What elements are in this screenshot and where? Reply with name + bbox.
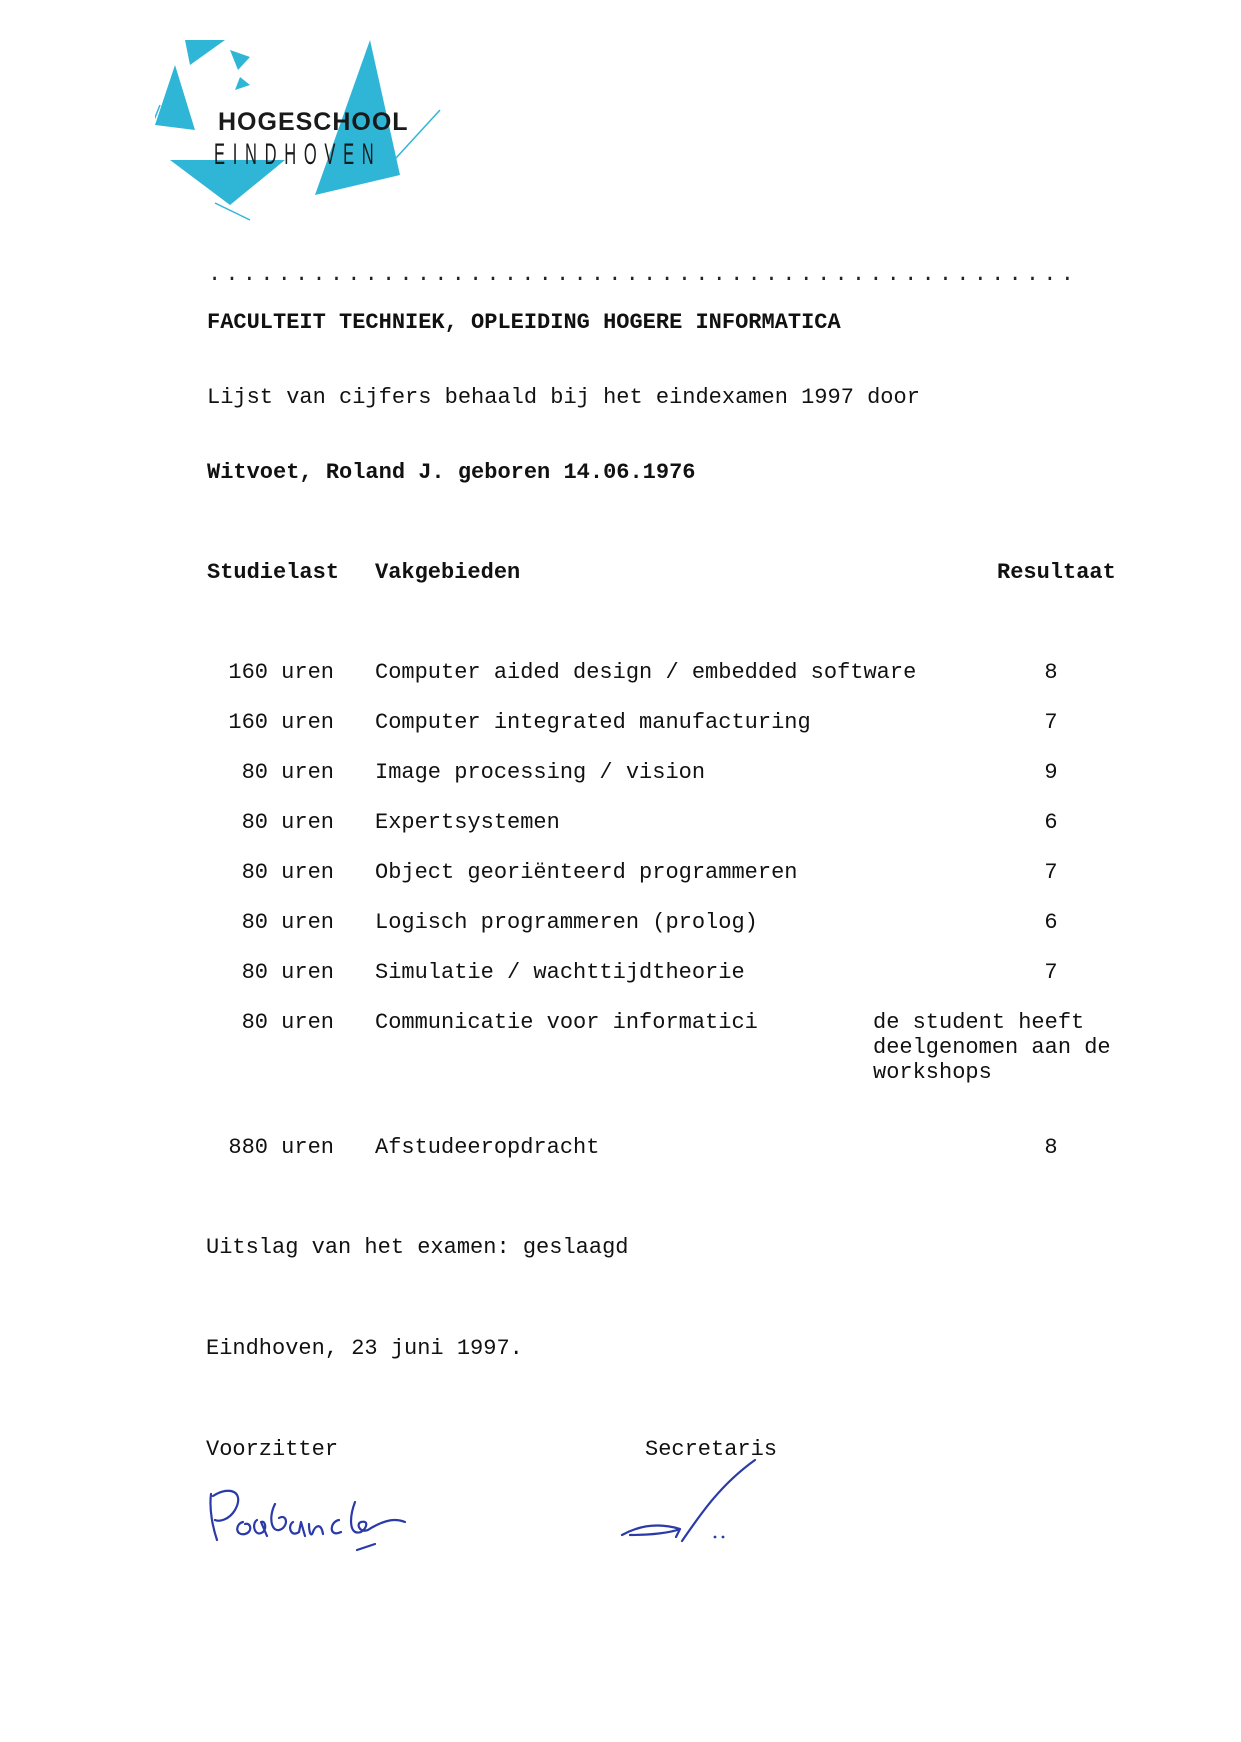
course-subject: Afstudeeropdracht (375, 1135, 600, 1160)
logo-text-hogeschool: HOGESCHOOL (218, 108, 409, 136)
course-row (0, 660, 1241, 700)
course-row (0, 760, 1241, 800)
course-row (0, 860, 1241, 900)
course-row (0, 960, 1241, 1000)
course-grade: 7 (1044, 960, 1058, 985)
chair-label: Voorzitter (206, 1437, 339, 1462)
intro-text: Lijst van cijfers behaald bij het eindexamen 1997 door (207, 385, 920, 410)
ink-dot (714, 1536, 717, 1539)
logo-triangle (235, 77, 250, 90)
course-row (0, 710, 1241, 750)
faculty-heading: FACULTEIT TECHNIEK, OPLEIDING HOGERE INFORMATICA (207, 310, 841, 335)
course-subject: Simulatie / wachttijdtheorie (375, 960, 745, 985)
logo-triangle (155, 65, 195, 130)
course-grade: 6 (1044, 810, 1058, 835)
logo-triangle (185, 40, 225, 65)
course-hours: 80 uren (241, 760, 334, 785)
logo-text-eindhoven: EINDHOVEN (214, 138, 382, 171)
course-subject: Image processing / vision (375, 760, 706, 785)
course-note: de student heeft deelgenomen aan de workshops (873, 1010, 1111, 1085)
course-hours: 80 uren (241, 810, 334, 835)
course-subject: Object georiënteerd programmeren (375, 860, 798, 885)
course-hours: 80 uren (241, 910, 334, 935)
header-vakgebieden: Vakgebieden (375, 560, 521, 585)
course-grade: 6 (1044, 910, 1058, 935)
course-grade: 8 (1044, 1135, 1058, 1160)
course-grade: 9 (1044, 760, 1058, 785)
course-row (0, 1010, 1241, 1100)
course-row (0, 810, 1241, 850)
chair-signature (205, 1480, 445, 1560)
logo-triangle (230, 50, 250, 70)
secretary-signature (620, 1455, 760, 1555)
course-hours: 880 uren (228, 1135, 334, 1160)
course-grade: 7 (1044, 710, 1058, 735)
header-resultaat: Resultaat (997, 560, 1116, 585)
ink-dot (722, 1536, 725, 1539)
dotted-separator: .................................................. (208, 262, 1079, 287)
student-name: Witvoet, Roland J. geboren 14.06.1976 (207, 460, 696, 485)
course-grade: 7 (1044, 860, 1058, 885)
place-date: Eindhoven, 23 juni 1997. (206, 1336, 523, 1361)
course-hours: 80 uren (241, 860, 334, 885)
course-hours: 160 uren (228, 660, 334, 685)
header-studielast: Studielast (207, 560, 340, 585)
course-subject: Computer integrated manufacturing (375, 710, 811, 735)
course-hours: 80 uren (241, 1010, 334, 1035)
course-subject: Communicatie voor informatici (375, 1010, 758, 1035)
exam-result: Uitslag van het examen: geslaagd (206, 1235, 629, 1260)
course-row (0, 910, 1241, 950)
secretary-label: Secretaris (645, 1437, 778, 1462)
course-hours: 80 uren (241, 960, 334, 985)
course-grade: 8 (1044, 660, 1058, 685)
course-subject: Computer aided design / embedded software (375, 660, 917, 685)
course-hours: 160 uren (228, 710, 334, 735)
logo-line (215, 203, 250, 220)
course-subject: Logisch programmeren (prolog) (375, 910, 758, 935)
course-subject: Expertsystemen (375, 810, 560, 835)
course-row (0, 1135, 1241, 1175)
